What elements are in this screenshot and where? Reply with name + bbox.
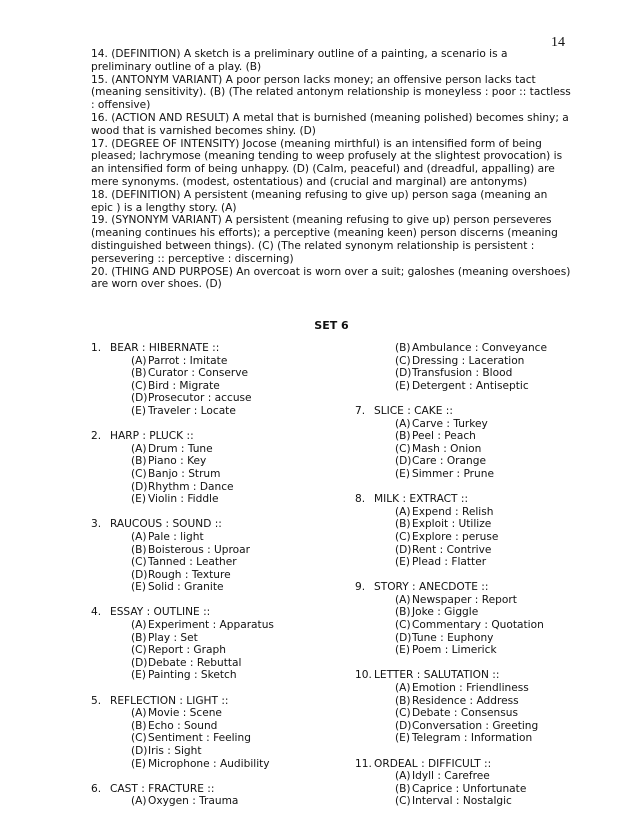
question-item — [355, 405, 605, 481]
answer-option — [355, 732, 605, 745]
option-text: Peel : Peach — [412, 430, 476, 443]
answer-option — [91, 581, 341, 594]
explanation-14: 14. (DEFINITION) A sketch is a preliminary outline of a painting, a scenario is a preliminary outline of a play. (B) — [91, 48, 508, 73]
answer-option — [91, 657, 341, 670]
option-text: Interval : Nostalgic — [412, 795, 512, 808]
answer-option — [91, 392, 341, 405]
option-text: Microphone : Audibility — [148, 757, 270, 770]
option-letter: (A) — [395, 770, 411, 783]
option-letter: (A) — [395, 505, 411, 518]
option-text: Solid : Granite — [148, 581, 224, 594]
option-text: Traveler : Locate — [148, 404, 236, 417]
option-letter: (E) — [395, 732, 410, 745]
option-letter: (E) — [131, 493, 146, 506]
question-item — [355, 669, 605, 745]
answer-option — [355, 531, 605, 544]
question-item — [91, 518, 341, 594]
answer-option — [355, 644, 605, 657]
option-text: Violin : Fiddle — [148, 493, 219, 506]
option-letter: (C) — [131, 644, 147, 657]
answer-option — [91, 669, 341, 682]
explanation-19: 19. (SYNONYM VARIANT) A persistent (meaning refusing to give up) person perseveres (meaning continues his efforts); a perceptive (meaning keen) person discerns (meaning distinguished between things). (C) (The related synonym relationship is persistent : persevering :: perceptive : discerning) — [91, 214, 558, 265]
answer-option — [91, 468, 341, 481]
answer-option — [355, 506, 605, 519]
option-letter: (E) — [131, 404, 146, 417]
option-letter: (D) — [395, 719, 412, 732]
option-letter: (B) — [395, 518, 411, 531]
explanation-15: 15. (ANTONYM VARIANT) A poor person lacks money; an offensive person lacks tact (meaning sensitivity). (B) (The related antonym relationship is moneyless : poor :: tactless : offensive) — [91, 73, 571, 112]
question-item — [91, 342, 341, 418]
question-item — [355, 342, 605, 392]
question-item — [91, 695, 341, 771]
answer-option — [91, 556, 341, 569]
option-text: Bird : Migrate — [148, 379, 220, 392]
option-letter: (B) — [131, 543, 147, 556]
option-text: Poem : Limerick — [412, 644, 497, 657]
option-text: Commentary : Quotation — [412, 619, 544, 632]
option-letter: (E) — [395, 556, 410, 569]
questions-right-column — [355, 342, 605, 821]
option-text: Caprice : Unfortunate — [412, 782, 527, 795]
option-letter: (C) — [395, 619, 411, 632]
option-letter: (C) — [395, 707, 411, 720]
option-text: Iris : Sight — [148, 745, 202, 757]
option-letter: (D) — [395, 543, 412, 556]
option-text: Plead : Flatter — [412, 556, 487, 569]
option-letter: (E) — [131, 757, 146, 770]
answer-option — [355, 606, 605, 619]
answer-option — [355, 682, 605, 695]
question-number: 7. — [355, 404, 366, 417]
question-item — [355, 758, 605, 808]
option-text: Expend : Relish — [412, 505, 494, 518]
question-item — [91, 783, 341, 808]
answer-option — [355, 355, 605, 368]
answer-option — [91, 619, 341, 632]
option-letter: (A) — [395, 417, 411, 430]
answer-option — [355, 556, 605, 569]
question-number: 10. — [355, 669, 372, 682]
option-text: Emotion : Friendliness — [412, 682, 529, 695]
answer-option — [91, 732, 341, 745]
answer-option — [91, 632, 341, 645]
option-text: Ambulance : Conveyance — [412, 342, 547, 354]
answer-option — [91, 707, 341, 720]
option-letter: (E) — [395, 644, 410, 657]
option-letter: (A) — [131, 707, 147, 720]
answer-option — [355, 770, 605, 783]
option-text: Painting : Sketch — [148, 669, 237, 682]
answer-option — [91, 380, 341, 393]
answer-option — [91, 367, 341, 380]
option-text: Idyll : Carefree — [412, 770, 490, 783]
option-letter: (B) — [395, 430, 411, 443]
answer-option — [355, 707, 605, 720]
option-letter: (A) — [131, 530, 147, 543]
option-text: Tanned : Leather — [148, 556, 237, 569]
answer-option — [91, 405, 341, 418]
question-number: 11. — [355, 757, 372, 770]
question-item — [355, 493, 605, 569]
page-number: 14 — [551, 35, 565, 50]
option-text: Prosecutor : accuse — [148, 392, 252, 405]
option-letter: (E) — [395, 379, 410, 392]
question-pair: HARP : PLUCK :: — [110, 430, 194, 443]
option-letter: (B) — [395, 694, 411, 707]
option-letter: (E) — [131, 581, 146, 594]
question-stem — [91, 606, 341, 619]
option-text: Banjo : Strum — [148, 467, 221, 480]
option-text: Play : Set — [148, 631, 198, 644]
option-letter: (B) — [131, 455, 147, 468]
answer-option — [355, 783, 605, 796]
option-text: Care : Orange — [412, 455, 486, 468]
option-letter: (C) — [395, 354, 411, 367]
option-text: Movie : Scene — [148, 707, 222, 720]
option-letter: (B) — [395, 342, 411, 354]
questions-left-column — [91, 342, 341, 821]
answer-option — [91, 758, 341, 771]
question-stem — [355, 669, 605, 682]
answer-option — [355, 455, 605, 468]
option-letter: (A) — [131, 354, 147, 367]
question-pair: ORDEAL : DIFFICULT :: — [374, 757, 492, 770]
answer-option — [355, 367, 605, 380]
question-stem — [355, 493, 605, 506]
question-stem — [355, 758, 605, 771]
option-text: Newspaper : Report — [412, 593, 517, 606]
question-stem — [91, 342, 341, 355]
option-text: Debate : Rebuttal — [148, 656, 242, 669]
answer-option — [355, 594, 605, 607]
question-stem — [355, 581, 605, 594]
answer-option — [91, 745, 341, 758]
question-stem — [91, 783, 341, 796]
question-item — [355, 581, 605, 657]
question-pair: RAUCOUS : SOUND :: — [110, 518, 222, 531]
answer-option — [91, 443, 341, 456]
question-number: 9. — [355, 581, 366, 594]
option-letter: (C) — [131, 379, 147, 392]
option-letter: (A) — [395, 682, 411, 695]
option-letter: (C) — [395, 442, 411, 455]
option-letter: (A) — [131, 795, 147, 808]
option-letter: (B) — [395, 782, 411, 795]
question-stem — [91, 430, 341, 443]
option-text: Boisterous : Uproar — [148, 543, 250, 556]
option-letter: (C) — [395, 795, 411, 808]
option-letter: (A) — [131, 442, 147, 455]
answer-option — [91, 544, 341, 557]
answer-option — [355, 795, 605, 808]
question-item — [91, 430, 341, 506]
question-item — [91, 606, 341, 682]
answer-option — [355, 418, 605, 431]
option-text: Parrot : Imitate — [148, 354, 228, 367]
question-pair: BEAR : HIBERNATE :: — [110, 342, 220, 354]
question-stem — [91, 518, 341, 531]
option-text: Exploit : Utilize — [412, 518, 492, 531]
option-text: Conversation : Greeting — [412, 719, 539, 732]
answer-option — [355, 632, 605, 645]
question-pair: CAST : FRACTURE :: — [110, 782, 215, 795]
option-text: Rhythm : Dance — [148, 480, 234, 493]
answer-option — [91, 531, 341, 544]
explanation-20: 20. (THING AND PURPOSE) An overcoat is worn over a suit; galoshes (meaning overshoes) are worn over shoes. (D) — [91, 265, 571, 291]
question-number: 1. — [91, 342, 102, 354]
option-text: Piano : Key — [148, 455, 207, 468]
option-letter: (B) — [395, 606, 411, 619]
option-text: Echo : Sound — [148, 719, 218, 732]
option-letter: (D) — [395, 367, 412, 380]
option-letter: (C) — [131, 732, 147, 745]
option-text: Residence : Address — [412, 694, 519, 707]
answer-option — [355, 468, 605, 481]
question-pair: STORY : ANECDOTE :: — [374, 581, 489, 594]
question-number: 2. — [91, 430, 102, 443]
option-text: Rent : Contrive — [412, 543, 492, 556]
question-number: 5. — [91, 694, 102, 707]
answer-option — [355, 342, 605, 355]
option-letter: (C) — [395, 530, 411, 543]
answer-option — [91, 569, 341, 582]
question-stem — [355, 405, 605, 418]
option-text: Tune : Euphony — [412, 631, 494, 644]
question-pair: MILK : EXTRACT :: — [374, 493, 469, 506]
option-letter: (E) — [395, 467, 410, 480]
option-text: Report : Graph — [148, 644, 226, 657]
answer-option — [91, 455, 341, 468]
option-letter: (D) — [131, 392, 148, 405]
option-letter: (E) — [131, 669, 146, 682]
answer-option — [355, 518, 605, 531]
set-title: SET 6 — [314, 319, 349, 332]
question-number: 4. — [91, 606, 102, 619]
question-pair: SLICE : CAKE :: — [374, 404, 453, 417]
explanation-16: 16. (ACTION AND RESULT) A metal that is burnished (meaning polished) becomes shiny; a wood that is varnished becomes shiny. (D) — [91, 111, 569, 137]
option-text: Experiment : Apparatus — [148, 619, 274, 632]
answer-option — [91, 720, 341, 733]
option-text: Drum : Tune — [148, 442, 213, 455]
answer-option — [91, 493, 341, 506]
explanation-18: 18. (DEFINITION) A persistent (meaning refusing to give up) person saga (meaning an epic ) is a lengthy story. (A) — [91, 188, 548, 214]
option-text: Debate : Consensus — [412, 707, 518, 720]
answer-option — [355, 430, 605, 443]
option-letter: (C) — [131, 467, 147, 480]
option-text: Simmer : Prune — [412, 467, 494, 480]
option-letter: (D) — [395, 631, 412, 644]
option-text: Curator : Conserve — [148, 367, 249, 380]
option-text: Mash : Onion — [412, 442, 482, 455]
option-letter: (D) — [131, 480, 148, 493]
question-pair: ESSAY : OUTLINE :: — [110, 606, 211, 619]
option-text: Detergent : Antiseptic — [412, 379, 529, 392]
question-pair: REFLECTION : LIGHT :: — [110, 694, 229, 707]
explanations-block — [91, 48, 571, 291]
question-pair: LETTER : SALUTATION :: — [374, 669, 500, 682]
question-stem — [91, 695, 341, 708]
option-letter: (D) — [395, 455, 412, 468]
option-letter: (D) — [131, 656, 148, 669]
answer-option — [91, 355, 341, 368]
explanation-17: 17. (DEGREE OF INTENSITY) Jocose (meaning mirthful) is an intensified form of being pleased; lachrymose (meaning tending to weep profusely at the slightest provocation) is an intensified form of being unhappy. (D) (Calm, peaceful) and (dreadful, appalling) are mere synonyms. (modest, ostentatious) and (crucial and marginal) are antonyms) — [91, 137, 563, 188]
option-text: Sentiment : Feeling — [148, 732, 251, 745]
answer-option — [355, 695, 605, 708]
option-letter: (C) — [131, 556, 147, 569]
option-letter: (D) — [131, 568, 148, 581]
option-text: Telegram : Information — [412, 732, 533, 745]
answer-option — [91, 795, 341, 808]
option-text: Carve : Turkey — [412, 417, 488, 430]
option-text: Transfusion : Blood — [412, 367, 513, 380]
option-text: Joke : Giggle — [412, 606, 479, 619]
question-number: 6. — [91, 782, 102, 795]
option-text: Oxygen : Trauma — [148, 795, 239, 808]
option-letter: (B) — [131, 367, 147, 380]
option-letter: (A) — [131, 619, 147, 632]
option-letter: (D) — [131, 745, 148, 757]
option-text: Pale : light — [148, 530, 204, 543]
question-number: 8. — [355, 493, 366, 506]
answer-option — [355, 720, 605, 733]
question-number: 3. — [91, 518, 102, 531]
option-text: Dressing : Laceration — [412, 354, 525, 367]
option-text: Rough : Texture — [148, 568, 231, 581]
option-letter: (B) — [131, 631, 147, 644]
answer-option — [355, 443, 605, 456]
answer-option — [91, 644, 341, 657]
answer-option — [355, 380, 605, 393]
option-letter: (B) — [131, 719, 147, 732]
option-text: Explore : peruse — [412, 530, 499, 543]
answer-option — [355, 619, 605, 632]
answer-option — [355, 544, 605, 557]
answer-option — [91, 481, 341, 494]
option-letter: (A) — [395, 593, 411, 606]
